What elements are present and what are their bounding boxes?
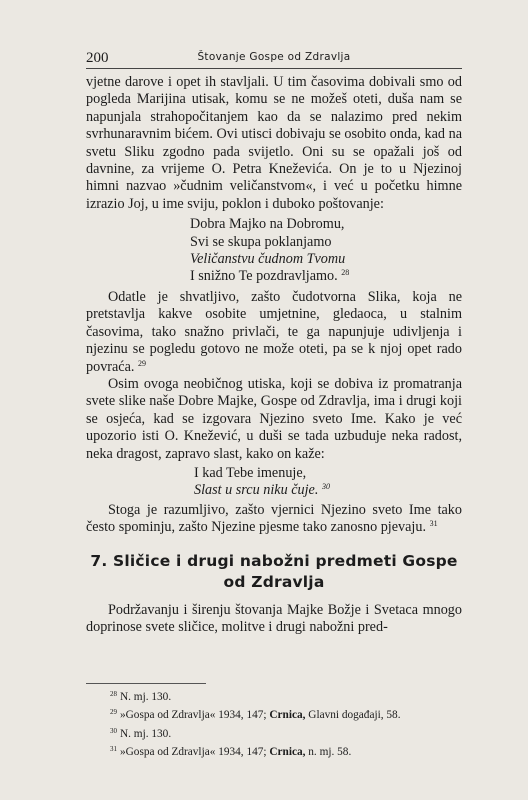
footnote-mark: 29 (110, 708, 117, 717)
paragraph: Osim ovoga neobičnog utiska, koji se dobiva iz promatranja svete slike naše Dobre Majke, Gospe od Zdravlja, ima i drugi koji se osjeća, kad se izgovara Njezino sveto Ime. Kako je već upozorio isti O. Knežević, u duši se tada uzbuduje neka radost, neka dragost, zapravo slast, kako on kaže: (86, 375, 462, 462)
paragraph (86, 502, 462, 537)
paragraph (86, 289, 462, 376)
footnote-mark: 30 (110, 726, 117, 735)
page-number: 200 (86, 50, 109, 66)
verse-quote (194, 465, 462, 500)
paragraph-text: Odatle je shvatljivo, zašto čudotvorna Slika, koja ne pretstavlja kakve osobite umjetnine, gledaoca, u stalnim časovima, tako snažno privlači, te ga napunjuje udivljenja i njezinu se pogledu gotovo ne može oteti, pa se k njoj opet rado povraća. (86, 288, 462, 375)
verse-line-with-note (194, 482, 462, 499)
footnote-reference: 28 (341, 268, 350, 278)
verse-line: Svi se skupa poklanjamo (190, 233, 332, 250)
footnote-text: N. mj. 130. (120, 691, 172, 703)
verse-line: I snižno Te pozdravljamo. (190, 268, 338, 285)
footnote-author: Crnica, (269, 709, 306, 722)
paragraph-text: Stoga je razumljivo, zašto vjernici Njezino sveto Ime tako često spominju, zašto Njezine pjesme tako zanosno pjevaju. (86, 501, 462, 536)
verse-line: Veličanstvu čudnom Tvomu (190, 251, 346, 268)
footnote (86, 687, 462, 705)
footnote-divider (86, 683, 206, 684)
running-title: Štovanje Gospe od Zdravlja (197, 51, 351, 63)
verse-line: Dobra Majko na Dobromu, (190, 216, 345, 233)
page-header (86, 50, 462, 69)
footnote-author: Crnica, (269, 746, 306, 759)
verse-line: Slast u srcu niku čuje. (194, 482, 319, 499)
footnote-mark: 31 (110, 745, 117, 754)
footnotes (86, 683, 462, 761)
section-heading-line: 7. Sličice i drugi nabožni predmeti Gospe (90, 551, 458, 570)
footnote (86, 742, 462, 760)
section-heading-line: od Zdravlja (223, 572, 325, 591)
footnote-text: »Gospa od Zdravlja« 1934, 147; (120, 746, 267, 759)
footnote-text: n. mj. 58. (308, 746, 352, 759)
footnote (86, 724, 462, 742)
paragraph: Podržavanju i širenju štovanja Majke Božje i Svetaca mnogo doprinose svete sličice, molitve i drugi nabožni pred- (86, 601, 462, 635)
verse-line-with-note (190, 268, 462, 285)
footnote-text: Glavni događaji, 58. (308, 709, 401, 722)
footnote-text: N. mj. 130. (120, 727, 172, 740)
footnote-reference: 30 (321, 482, 330, 492)
footnote-reference: 29 (138, 358, 146, 368)
footnote-text: »Gospa od Zdravlja« 1934, 147; (120, 709, 267, 722)
footnote (86, 705, 462, 723)
footnote-reference: 31 (429, 519, 438, 529)
body-text (86, 74, 462, 636)
footnote-mark: 28 (110, 690, 117, 698)
section-heading (86, 551, 462, 593)
verse-line: I kad Tebe imenuje, (194, 464, 307, 481)
verse-quote (190, 216, 462, 286)
paragraph: vjetne darove i opet ih stavljali. U tim časovima dobivali smo od pogleda Marijina utisak, komu se ne možeš oteti, duša nam se napunjala strahopočitanjem kao da se nalazimo pred nekim svrhunaravnim bićem. Ovi utisci dobivaju se osobito onda, kad na svetu Sliku zgodno pada svijetlo. Oni su se opažali još od davnine, za vrijeme O. Petra Kneževića. On je to u Njezinoj himni nazvao »čudnim veličanstvom«, i već u početku himne izrazio Joj, u ime sviju, poklon i duboko poštovanje: (86, 74, 462, 212)
